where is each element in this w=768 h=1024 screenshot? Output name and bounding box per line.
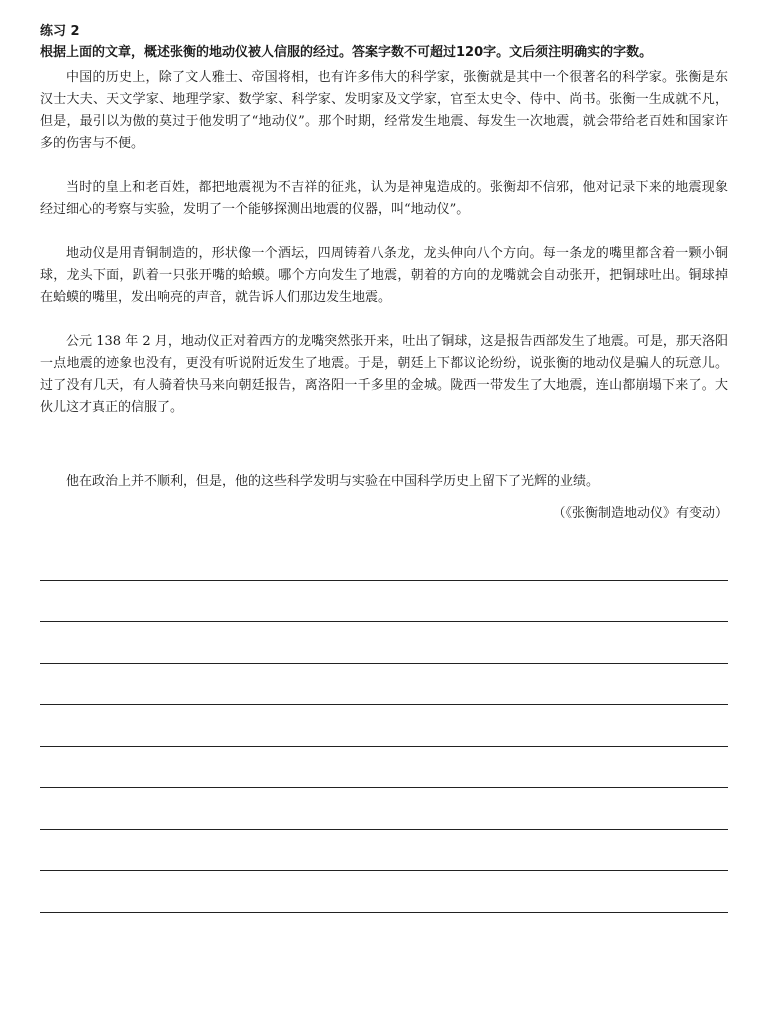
instruction-text: 根据上面的文章，概述张衡的地动仪被人信服的经过。答案字数不可超过120字。文后须注明确实的字数。: [40, 45, 653, 60]
source-citation: （《张衡制造地动仪》有变动）: [552, 506, 728, 521]
answer-line[interactable]: [40, 705, 728, 747]
answer-area[interactable]: [40, 539, 728, 913]
answer-line[interactable]: [40, 622, 728, 664]
answer-line[interactable]: [40, 871, 728, 913]
answer-line[interactable]: [40, 581, 728, 623]
paragraph-3: 地动仪是用青铜制造的，形状像一个酒坛，四周铸着八条龙，龙头伸向八个方向。每一条龙的嘴里都含着一颗小铜球，龙头下面，趴着一只张开嘴的蛤蟆。哪个方向发生了地震，朝着的方向的龙嘴就会自动张开，把铜球吐出。铜球掉在蛤蟆的嘴里，发出响亮的声音，就告诉人们那边发生地震。: [40, 246, 728, 305]
answer-line[interactable]: [40, 747, 728, 789]
paragraph-1: 中国的历史上，除了文人雅士、帝国将相，也有许多伟大的科学家，张衡就是其中一个很著名的科学家。张衡是东汉士大夫、天文学家、地理学家、数学家、科学家、发明家及文学家，官至太史令、侍中、尚书。张衡一生成就不凡，但是，最引以为傲的莫过于他发明了“地动仪”。那个时期，经常发生地震、每发生一次地震，就会带给老百姓和国家许多的伤害与不便。: [40, 70, 728, 151]
worksheet-page: [40, 22, 728, 913]
answer-line[interactable]: [40, 539, 728, 581]
article-body: [40, 67, 728, 493]
paragraph-4: 公元 138 年 2 月，地动仪正对着西方的龙嘴突然张开来，吐出了铜球，这是报告西部发生了地震。可是，那天洛阳一点地震的迹象也没有，更没有听说附近发生了地震。于是，朝廷上下都议论纷纷，说张衡的地动仪是骗人的玩意儿。过了没有几天，有人骑着快马来向朝廷报告，离洛阳一千多里的金城。陇西一带发生了大地震，连山都崩塌下来了。大伙儿这才真正的信服了。: [40, 334, 728, 415]
paragraph-2: 当时的皇上和老百姓，都把地震视为不吉祥的征兆，认为是神鬼造成的。张衡却不信邪，他对记录下来的地震现象经过细心的考察与实验，发明了一个能够探测出地震的仪器，叫“地动仪”。: [40, 180, 728, 217]
answer-line[interactable]: [40, 830, 728, 872]
exercise-label: 练习 2: [40, 24, 80, 39]
answer-line[interactable]: [40, 788, 728, 830]
answer-line[interactable]: [40, 664, 728, 706]
paragraph-5: 他在政治上并不顺利，但是，他的这些科学发明与实验在中国科学历史上留下了光辉的业绩。: [66, 474, 600, 489]
